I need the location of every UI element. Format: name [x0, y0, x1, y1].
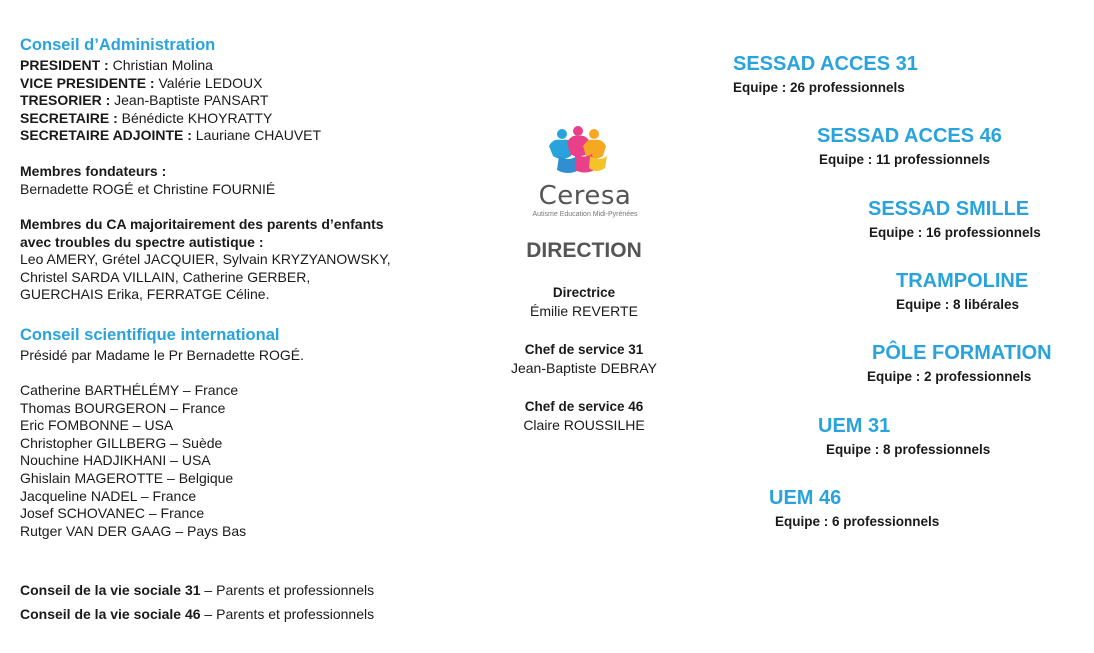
cvs-line-46: Conseil de la vie sociale 46 – Parents et professionnels [20, 606, 375, 622]
founders-block [20, 163, 275, 198]
csi-members [20, 382, 246, 540]
unit-title: SESSAD SMILLE [868, 198, 1030, 220]
direction-role: Directrice [552, 285, 616, 300]
ca-members-line: Leo AMERY, Grétel JACQUIER, Sylvain KRYZYANOWSKY, [20, 251, 391, 268]
puzzle-people-icon [515, 124, 655, 182]
csi-member: Ghislain MAGEROTTE – Belgique [20, 469, 234, 486]
unit-team: Equipe : 8 professionnels [826, 442, 991, 457]
csi-member: Thomas BOURGERON – France [20, 399, 226, 416]
ca-role-line: TRESORIER : Jean-Baptiste PANSART [20, 92, 269, 109]
ca-role-line: SECRETAIRE : Bénédicte KHOYRATTY [20, 109, 273, 126]
figure-head-orange [589, 129, 599, 139]
figure-head-blue [557, 129, 567, 139]
figure-head-pink [573, 126, 583, 136]
unit-team: Equipe : 11 professionnels [819, 152, 991, 167]
direction-role: Chef de service 31 [524, 342, 644, 357]
ca-members-line: GUERCHAIS Erika, FERRATGE Céline. [20, 286, 270, 303]
csi-member: Rutger VAN DER GAAG – Pays Bas [20, 522, 247, 539]
csi-member: Nouchine HADJIKHANI – USA [20, 452, 211, 469]
ca-role-line: PRESIDENT : Christian Molina [20, 57, 213, 73]
csi-chair: Présidé par Madame le Pr Bernadette ROGÉ. [20, 347, 305, 363]
ca-members-label: avec troubles du spectre autistique : [20, 233, 264, 250]
ca-members-block [20, 216, 391, 304]
unit-title: TRAMPOLINE [896, 270, 1029, 292]
founders-names: Bernadette ROGÉ et Christine FOURNIÉ [20, 180, 276, 197]
unit-team: Equipe : 26 professionnels [733, 80, 905, 95]
ceresa-logo [515, 124, 655, 218]
direction-name: Claire ROUSSILHE [523, 417, 645, 433]
csi-member: Jacqueline NADEL – France [20, 487, 197, 504]
cvs-line-31: Conseil de la vie sociale 31 – Parents et professionnels [20, 582, 375, 598]
ca-roles [20, 57, 321, 145]
unit-title: SESSAD ACCES 31 [733, 53, 918, 75]
logo-wordmark: Ceresa [538, 181, 632, 211]
ca-members-line: Christel SARDA VILLAIN, Catherine GERBER, [20, 268, 311, 285]
logo-tagline: Autisme Education Midi-Pyrénées [532, 211, 638, 218]
ca-title: Conseil d’Administration [20, 36, 216, 54]
csi-member: Catherine BARTHÉLÉMY – France [20, 382, 239, 398]
direction-name: Émilie REVERTE [530, 303, 638, 319]
direction-role: Chef de service 46 [524, 399, 644, 414]
unit-team: Equipe : 8 libérales [896, 297, 1020, 312]
unit-team: Equipe : 2 professionnels [867, 369, 1032, 384]
csi-member: Josef SCHOVANEC – France [20, 505, 205, 522]
csi-member: Christopher GILLBERG – Suède [20, 434, 223, 451]
figure-body-orange [583, 140, 606, 159]
direction-title: DIRECTION [526, 239, 642, 262]
csi-title: Conseil scientifique international [20, 326, 280, 344]
ca-role-line: SECRETAIRE ADJOINTE : Lauriane CHAUVET [20, 127, 322, 144]
csi-member: Eric FOMBONNE – USA [20, 417, 174, 434]
unit-title: UEM 46 [769, 487, 842, 509]
unit-title: PÔLE FORMATION [872, 342, 1052, 364]
unit-title: SESSAD ACCES 46 [817, 125, 1002, 147]
unit-team: Equipe : 16 professionnels [869, 225, 1041, 240]
unit-title: UEM 31 [818, 415, 891, 437]
ca-members-label: Membres du CA majoritairement des parents d’enfants [20, 216, 384, 232]
ca-role-line: VICE PRESIDENTE : Valérie LEDOUX [20, 74, 263, 91]
direction-name: Jean-Baptiste DEBRAY [510, 360, 658, 376]
founders-label: Membres fondateurs : [20, 163, 167, 179]
unit-team: Equipe : 6 professionnels [775, 514, 940, 529]
